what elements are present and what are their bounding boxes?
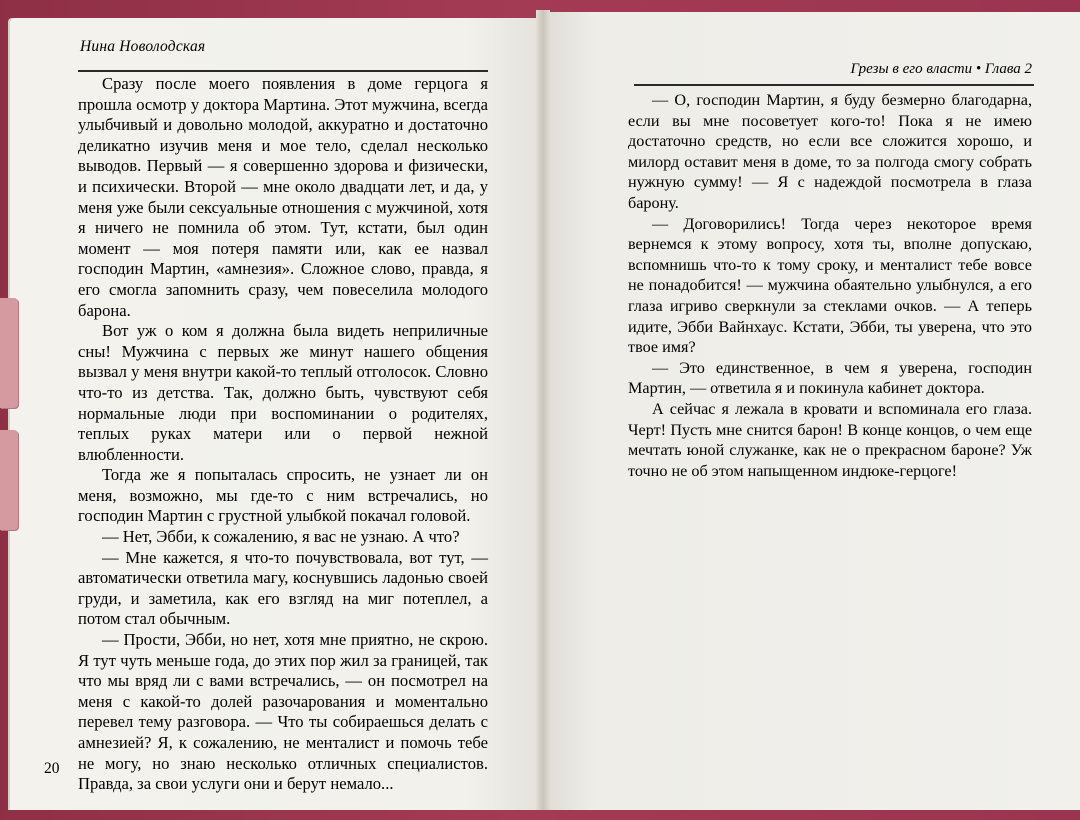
page-number: 20	[44, 760, 60, 777]
paragraph: — Мне кажется, я что-то почувствовала, вот тут, — автоматически ответила магу, коснувшись ладонью своей груди, и заметила, как его взгляд на миг потеплел, а потом стал обычным.	[78, 547, 488, 629]
paragraph: Тогда же я попыталась спросить, не узнает ли он меня, возможно, мы где-то с ним встречались, но господин Мартин с грустной улыбкой покачал головой.	[78, 465, 488, 526]
paragraph: — Это единственное, в чем я уверена, господин Мартин, — ответила я и покинула кабинет доктора.	[628, 358, 1032, 398]
book-gutter	[536, 10, 550, 810]
left-page-body	[78, 74, 488, 795]
paragraph: — Нет, Эбби, к сожалению, я вас не узнаю. А что?	[102, 527, 460, 547]
header-rule	[634, 84, 1034, 86]
right-page-body	[628, 90, 1032, 481]
header-rule	[78, 70, 488, 72]
bookmark-tab	[0, 298, 18, 408]
running-header-author: Нина Новолодская	[80, 38, 206, 55]
bookmark-tab	[0, 430, 18, 530]
paragraph: Вот уж о ком я должна была видеть неприличные сны! Мужчина с первых же минут нашего общения вызвал у меня внутри какой-то теплый отголосок. Словно что-то из детства. Так, должно быть, чувствуют себя нормальные люди при воспоминании о родителях, теплых руках матери или о первой нежной влюбленности.	[78, 321, 488, 464]
running-header-title: Грезы в его власти • Глава 2	[850, 61, 1032, 77]
paragraph: — Договорились! Тогда через некоторое время вернемся к этому вопросу, хотя ты, вполне допускаю, вспомнишь что-то к тому сроку, и менталист тебе вовсе не понадобится! — мужчина обаятельно улыбнулся, а его глаза игриво сверкнули за стеклами очков. — А теперь идите, Эбби Вайнхаус. Кстати, Эбби, ты уверена, что это твое имя?	[628, 214, 1032, 357]
paragraph: Сразу после моего появления в доме герцога я прошла осмотр у доктора Мартина. Этот мужчина, всегда улыбчивый и довольно молодой, аккуратно и достаточно деликатно изучив меня и мое тело, сделал несколько выводов. Первый — я совершенно здорова и физически, и психически. Второй — мне около двадцати лет, и да, у меня уже были сексуальные отношения с мужчиной, хотя я ничего не помнила об этом. Тут, кстати, был один момент — моя потеря памяти или, как ее назвал господин Мартин, «амнезия». Сложное слово, правда, я его смогла запомнить сразу, чем повеселила молодого барона.	[78, 74, 488, 320]
paragraph: А сейчас я лежала в кровати и вспоминала его глаза. Черт! Пусть мне снится барон! В конце концов, о чем еще мечтать юной служанке, как не о прекрасном бароне? Уж точно не об этом напыщенном индюке-герцоге!	[628, 399, 1032, 480]
paragraph: — Прости, Эбби, но нет, хотя мне приятно, не скрою. Я тут чуть меньше года, до этих пор жил за границей, так что мы вряд ли с вами встречались, — он посмотрел на меня с какой-то долей разочарования и моментально перевел тему разговора. — Что ты собираешься делать с амнезией? Я, к сожалению, не менталист и помочь тебе не могу, но знаю несколько отличных специалистов. Правда, за свои услуги они и берут немало...	[78, 630, 488, 794]
paragraph: — О, господин Мартин, я буду безмерно благодарна, если вы мне посоветует кого-то! Пока я не имею достаточно средств, но если все сложится хорошо, и милорд оставит меня в доме, то за полгода смогу собрать нужную сумму! — Я с надеждой посмотрела в глаза барону.	[628, 91, 1032, 212]
